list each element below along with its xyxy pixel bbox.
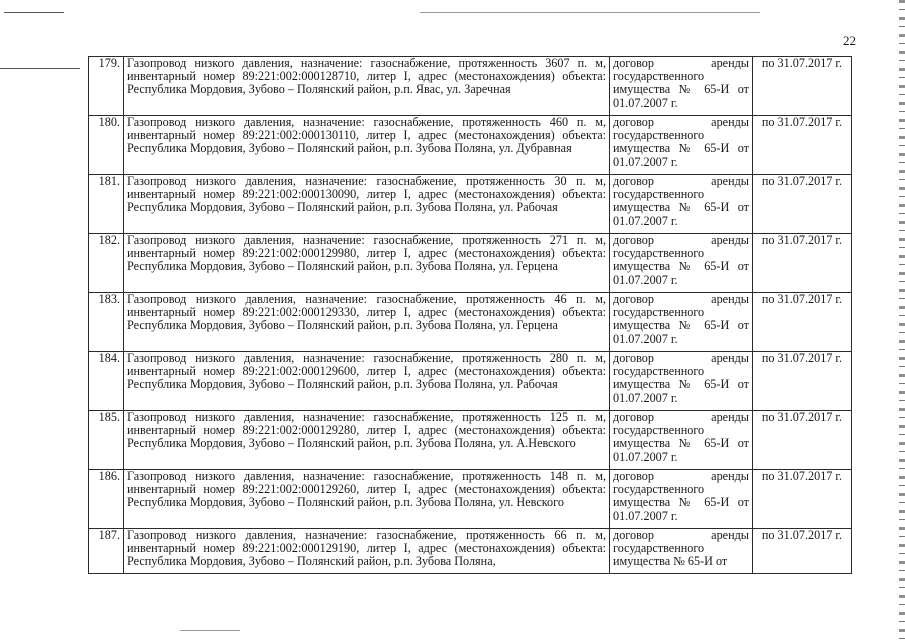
lease-term: по 31.07.2017 г. [753, 175, 852, 234]
scan-artifact-top-mid [420, 12, 760, 13]
object-description: Газопровод низкого давления, назначение: газоснабжение, протяженность 46 п. м, инвентарный номер 89:221:002:000129330, литер I, адрес (местонахождения) объекта: Республика Мордовия, Зубово – Полянский район, р.п. Зубова Поляна, ул. Герцена [124, 293, 610, 352]
table-row [89, 234, 852, 293]
lease-term: по 31.07.2017 г. [753, 470, 852, 529]
table-row [89, 57, 852, 116]
lease-term: по 31.07.2017 г. [753, 57, 852, 116]
contract-reference: договор аренды государственного имущества № 65-И от 01.07.2007 г. [610, 175, 753, 234]
object-description: Газопровод низкого давления, назначение: газоснабжение, протяженность 148 п. м, инвентарный номер 89:221:002:000129260, литер I, адрес (местонахождения) объекта: Республика Мордовия, Зубово – Полянский район, р.п. Зубова Поляна, ул. Невского [124, 470, 610, 529]
row-number: 179. [89, 57, 124, 116]
row-number: 180. [89, 116, 124, 175]
object-description: Газопровод низкого давления, назначение: газоснабжение, протяженность 30 п. м, инвентарный номер 89:221:002:000130090, литер I, адрес (местонахождения) объекта: Республика Мордовия, Зубово – Полянский район, р.п. Зубова Поляна, ул. Рабочая [124, 175, 610, 234]
contract-reference: договор аренды государственного имущества № 65-И от 01.07.2007 г. [610, 352, 753, 411]
scan-artifact-bottom [180, 630, 240, 631]
object-description: Газопровод низкого давления, назначение: газоснабжение, протяженность 66 п. м, инвентарный номер 89:221:002:000129190, литер I, адрес (местонахождения) объекта: Республика Мордовия, Зубово – Полянский район, р.п. Зубова Поляна, [124, 529, 610, 574]
page-number: 22 [843, 33, 856, 48]
lease-term: по 31.07.2017 г. [753, 411, 852, 470]
row-number: 185. [89, 411, 124, 470]
contract-reference: договор аренды государственного имущества № 65-И от 01.07.2007 г. [610, 470, 753, 529]
object-description: Газопровод низкого давления, назначение: газоснабжение, протяженность 125 п. м, инвентарный номер 89:221:002:000129280, литер I, адрес (местонахождения) объекта: Республика Мордовия, Зубово – Полянский район, р.п. Зубова Поляна, ул. А.Невского [124, 411, 610, 470]
lease-term: по 31.07.2017 г. [753, 293, 852, 352]
object-description: Газопровод низкого давления, назначение: газоснабжение, протяженность 280 п. м, инвентарный номер 89:221:002:000129600, литер I, адрес (местонахождения) объекта: Республика Мордовия, Зубово – Полянский район, р.п. Зубова Поляна, ул. Рабочая [124, 352, 610, 411]
table-row [89, 352, 852, 411]
table-body [89, 57, 852, 574]
row-number: 184. [89, 352, 124, 411]
contract-reference: договор аренды государственного имущества № 65-И от 01.07.2007 г. [610, 116, 753, 175]
lease-term: по 31.07.2017 г. [753, 234, 852, 293]
contract-reference: договор аренды государственного имущества № 65-И от 01.07.2007 г. [610, 293, 753, 352]
scan-artifact-right-edge [899, 0, 905, 640]
object-description: Газопровод низкого давления, назначение: газоснабжение, протяженность 3607 п. м, инвентарный номер 89:221:002:000128710, литер I, адрес (местонахождения) объекта: Республика Мордовия, Зубово – Полянский район, р.п. Явас, ул. Заречная [124, 57, 610, 116]
scan-artifact-top-left [4, 12, 64, 13]
table-row [89, 293, 852, 352]
scan-artifact-left [0, 68, 80, 69]
contract-reference: договор аренды государственного имущества № 65-И от 01.07.2007 г. [610, 234, 753, 293]
table-row [89, 116, 852, 175]
object-description: Газопровод низкого давления, назначение: газоснабжение, протяженность 271 п. м, инвентарный номер 89:221:002:000129980, литер I, адрес (местонахождения) объекта: Республика Мордовия, Зубово – Полянский район, р.п. Зубова Поляна, ул. Герцена [124, 234, 610, 293]
table-row [89, 470, 852, 529]
contract-reference: договор аренды государственного имущества № 65-И от 01.07.2007 г. [610, 57, 753, 116]
table-row [89, 411, 852, 470]
row-number: 181. [89, 175, 124, 234]
table-row [89, 529, 852, 574]
contract-reference: договор аренды государственного имущества № 65-И от [610, 529, 753, 574]
lease-term: по 31.07.2017 г. [753, 352, 852, 411]
row-number: 182. [89, 234, 124, 293]
lease-term: по 31.07.2017 г. [753, 529, 852, 574]
lease-term: по 31.07.2017 г. [753, 116, 852, 175]
object-description: Газопровод низкого давления, назначение: газоснабжение, протяженность 460 п. м, инвентарный номер 89:221:002:000130110, литер I, адрес (местонахождения) объекта: Республика Мордовия, Зубово – Полянский район, р.п. Зубова Поляна, ул. Дубравная [124, 116, 610, 175]
table-row [89, 175, 852, 234]
row-number: 187. [89, 529, 124, 574]
row-number: 183. [89, 293, 124, 352]
row-number: 186. [89, 470, 124, 529]
property-register-table [88, 56, 852, 574]
contract-reference: договор аренды государственного имущества № 65-И от 01.07.2007 г. [610, 411, 753, 470]
